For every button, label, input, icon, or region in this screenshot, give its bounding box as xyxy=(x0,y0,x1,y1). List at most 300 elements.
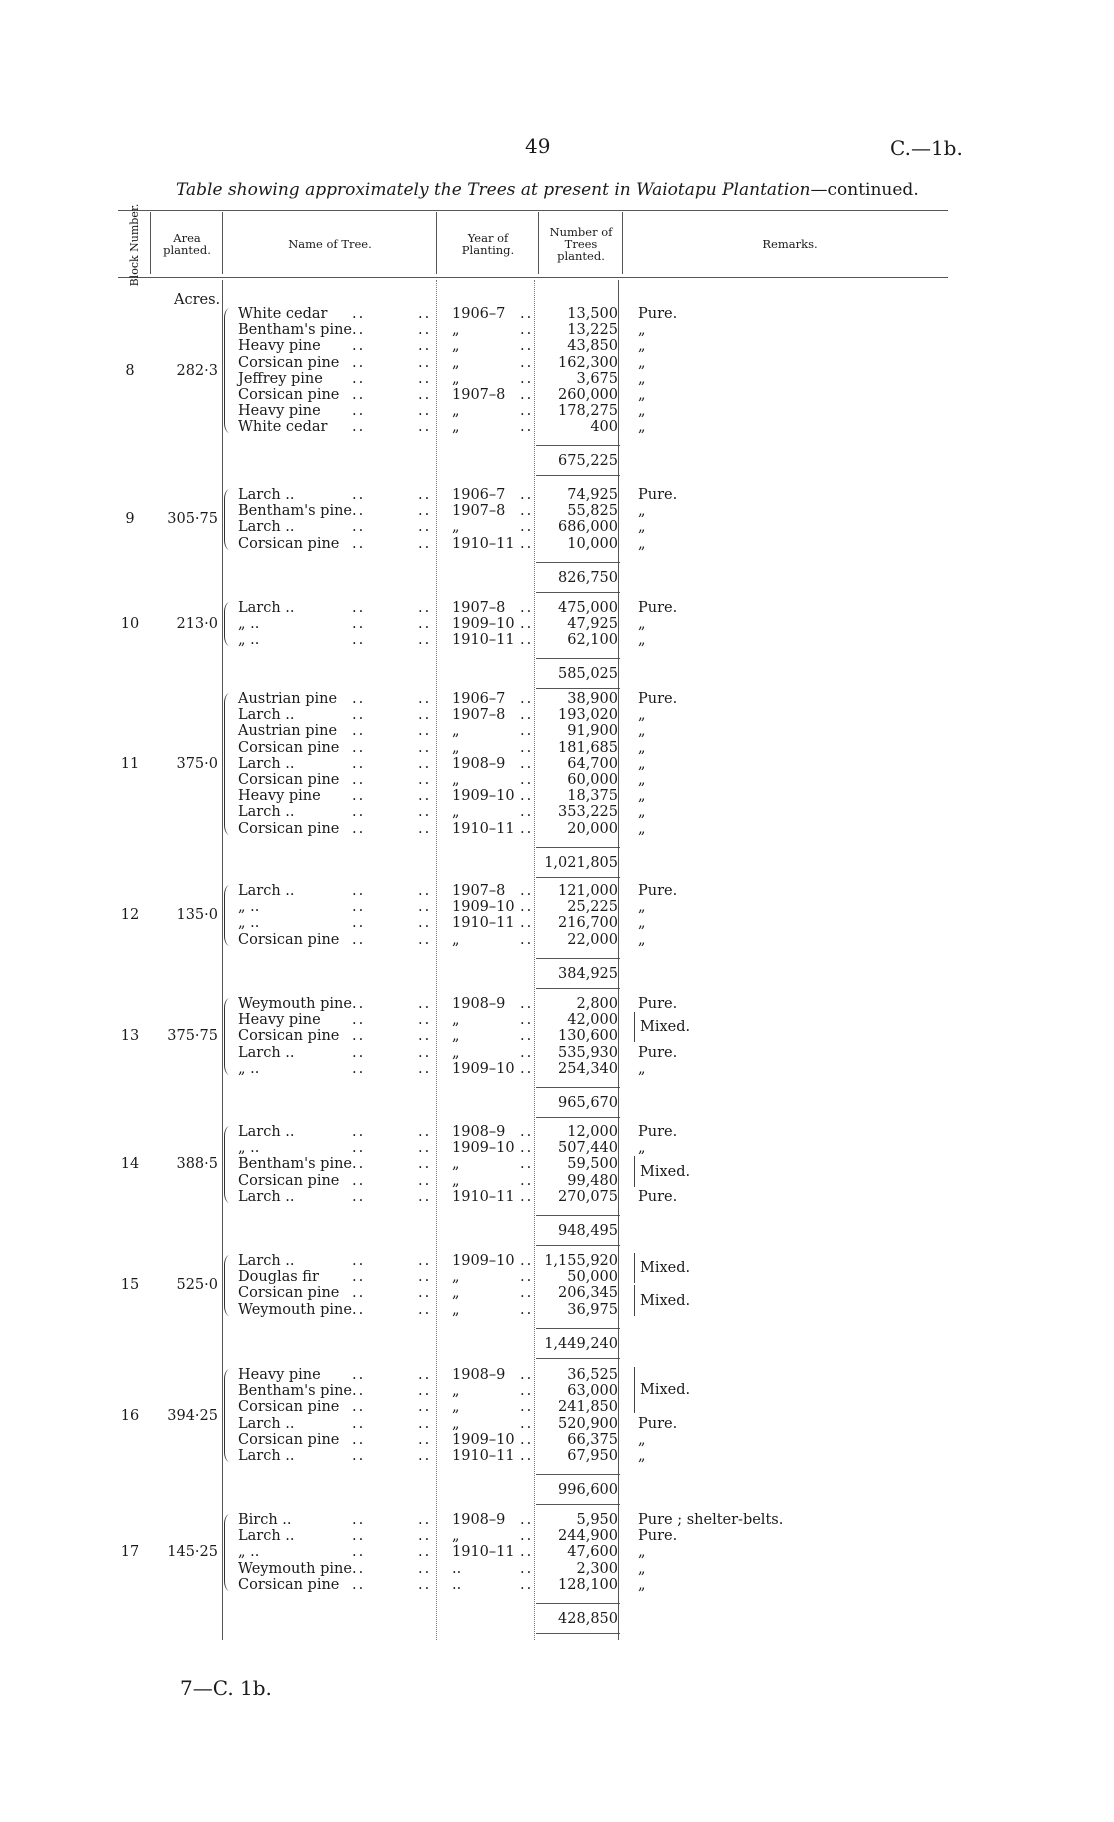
leader-dots: .. xyxy=(418,788,432,805)
leader-dots: .. xyxy=(520,403,534,420)
leader-dots: .. xyxy=(520,487,534,503)
remark: „ xyxy=(638,419,646,436)
remark: Pure ; shelter-belts. xyxy=(638,1512,784,1528)
leader-dots: .. xyxy=(520,306,534,322)
subtotal-rule-bottom xyxy=(536,1245,620,1246)
leader-dots: .. xyxy=(520,1544,534,1561)
table-row xyxy=(0,691,1114,707)
leader-dots: .. xyxy=(520,899,534,916)
table-row xyxy=(0,1173,1114,1189)
planting-year: „ xyxy=(452,1383,460,1400)
subtotal-rule-bottom xyxy=(536,1117,620,1118)
tree-name: Heavy pine xyxy=(238,338,321,355)
leader-dots: .. xyxy=(352,1140,366,1157)
remark: „ xyxy=(638,403,646,420)
leader-dots: .. xyxy=(418,772,432,788)
table-row xyxy=(0,600,1114,616)
leader-dots: .. xyxy=(352,387,366,403)
leader-dots: .. xyxy=(418,1383,432,1400)
leader-dots: .. xyxy=(520,1172,534,1189)
leader-dots: .. xyxy=(418,1140,432,1157)
trees-planted: 59,500 xyxy=(567,1156,618,1173)
block-area: 282·3 xyxy=(176,362,218,379)
block-total: 428,850 xyxy=(558,1610,618,1627)
leader-dots: .. xyxy=(352,820,366,837)
block-number: 12 xyxy=(120,907,140,924)
leader-dots: .. xyxy=(520,370,534,387)
leader-dots: .. xyxy=(352,707,366,724)
leader-dots: .. xyxy=(418,616,432,633)
page-number: 49 xyxy=(525,134,551,158)
tree-name: White cedar xyxy=(238,306,328,322)
leader-dots: .. xyxy=(520,1576,534,1593)
remark: „ xyxy=(638,788,646,805)
trees-planted: 400 xyxy=(590,419,618,436)
trees-planted: 128,100 xyxy=(558,1576,618,1593)
leader-dots: .. xyxy=(352,883,366,899)
remark: „ xyxy=(638,931,646,948)
table-row xyxy=(0,1012,1114,1028)
tree-name: „ .. xyxy=(238,1060,260,1077)
trees-planted: 99,480 xyxy=(567,1172,618,1189)
remark: „ xyxy=(638,519,646,536)
trees-planted: 475,000 xyxy=(558,600,618,616)
subtotal-rule-bottom xyxy=(536,988,620,989)
subtotal-rule-top xyxy=(536,445,620,446)
table-row xyxy=(0,1367,1114,1383)
leader-dots: .. xyxy=(418,1512,432,1528)
subtotal-rule-top xyxy=(536,958,620,959)
table-row xyxy=(0,1269,1114,1285)
leader-dots: .. xyxy=(520,1285,534,1302)
leader-dots: .. xyxy=(352,632,366,649)
planting-year: „ xyxy=(452,519,460,536)
planting-year: 1908–9 xyxy=(452,755,506,772)
trees-planted: 64,700 xyxy=(567,755,618,772)
leader-dots: .. xyxy=(352,1044,366,1061)
table-row xyxy=(0,1448,1114,1464)
leader-dots: .. xyxy=(520,1188,534,1205)
planting-year: „ xyxy=(452,1528,460,1545)
subtotal-rule-top xyxy=(536,847,620,848)
block-area: 213·0 xyxy=(176,616,218,633)
leader-dots: .. xyxy=(520,772,534,788)
tree-name: „ .. xyxy=(238,915,260,932)
block-number: 8 xyxy=(125,362,135,379)
planting-year: 1910–11 xyxy=(452,1188,515,1205)
leader-dots: .. xyxy=(520,1528,534,1545)
leader-dots: .. xyxy=(418,1269,432,1286)
leader-dots: .. xyxy=(418,1060,432,1077)
table-row xyxy=(0,371,1114,387)
table-row xyxy=(0,387,1114,403)
tree-name: Bentham's pine xyxy=(238,322,353,339)
mixed-label: Mixed. xyxy=(640,1382,691,1399)
leader-dots: .. xyxy=(418,632,432,649)
leader-dots: .. xyxy=(520,338,534,355)
tree-name: „ .. xyxy=(238,632,260,649)
leader-dots: .. xyxy=(418,1448,432,1464)
leader-dots: .. xyxy=(352,1028,366,1045)
trees-planted: 181,685 xyxy=(558,739,618,756)
leader-dots: .. xyxy=(520,691,534,707)
tree-name: Corsican pine xyxy=(238,1285,340,1302)
leader-dots: .. xyxy=(418,996,432,1012)
tree-name: Larch .. xyxy=(238,755,295,772)
mixed-brace xyxy=(630,1367,635,1413)
block-area: 375·0 xyxy=(176,755,218,772)
planting-year: 1906–7 xyxy=(452,487,506,503)
remark: „ xyxy=(638,707,646,724)
mixed-label: Mixed. xyxy=(640,1019,691,1036)
table-row xyxy=(0,1061,1114,1077)
tree-name: Larch .. xyxy=(238,1448,295,1464)
block-number: 15 xyxy=(120,1277,140,1294)
mixed-brace xyxy=(630,1253,635,1283)
block-area: 135·0 xyxy=(176,907,218,924)
footer-signature: 7—C. 1b. xyxy=(180,1676,272,1700)
planting-year: „ xyxy=(452,723,460,740)
leader-dots: .. xyxy=(352,306,366,322)
table-row xyxy=(0,1512,1114,1528)
tree-name: Austrian pine xyxy=(238,691,338,707)
planting-year: 1909–10 xyxy=(452,1140,515,1157)
subtotal-rule-bottom xyxy=(536,1633,620,1634)
leader-dots: .. xyxy=(520,535,534,552)
table-row xyxy=(0,1156,1114,1172)
leader-dots: .. xyxy=(418,1156,432,1173)
remark: „ xyxy=(638,1448,646,1464)
tree-name: Austrian pine xyxy=(238,723,338,740)
remark: Pure. xyxy=(638,1528,678,1545)
remark: „ xyxy=(638,1560,646,1577)
tree-name: „ .. xyxy=(238,899,260,916)
trees-planted: 18,375 xyxy=(567,788,618,805)
leader-dots: .. xyxy=(520,354,534,371)
trees-planted: 74,925 xyxy=(567,487,618,503)
table-row xyxy=(0,804,1114,820)
leader-dots: .. xyxy=(520,1060,534,1077)
tree-name: Heavy pine xyxy=(238,403,321,420)
trees-planted: 2,800 xyxy=(576,996,618,1012)
leader-dots: .. xyxy=(418,915,432,932)
tree-name: Bentham's pine xyxy=(238,1156,353,1173)
leader-dots: .. xyxy=(352,931,366,948)
planting-year: „ xyxy=(452,1301,460,1318)
leader-dots: .. xyxy=(352,1383,366,1400)
leader-dots: .. xyxy=(352,739,366,756)
header-divider-2 xyxy=(222,212,223,274)
trees-planted: 1,155,920 xyxy=(544,1253,618,1269)
planting-year: 1908–9 xyxy=(452,1512,506,1528)
remark: „ xyxy=(638,1431,646,1448)
trees-planted: 67,950 xyxy=(567,1448,618,1464)
remark: „ xyxy=(638,370,646,387)
trees-planted: 270,075 xyxy=(558,1188,618,1205)
remark: Pure. xyxy=(638,691,678,707)
leader-dots: .. xyxy=(418,322,432,339)
trees-planted: 13,225 xyxy=(567,322,618,339)
remark: „ xyxy=(638,503,646,520)
table-row xyxy=(0,322,1114,338)
leader-dots: .. xyxy=(352,1269,366,1286)
trees-planted: 535,930 xyxy=(558,1044,618,1061)
trees-planted: 5,950 xyxy=(576,1512,618,1528)
planting-year: 1910–11 xyxy=(452,1544,515,1561)
leader-dots: .. xyxy=(418,1124,432,1140)
leader-dots: .. xyxy=(520,707,534,724)
leader-dots: .. xyxy=(520,632,534,649)
tree-name: Corsican pine xyxy=(238,820,340,837)
planting-year: 1909–10 xyxy=(452,1431,515,1448)
remark: „ xyxy=(638,338,646,355)
block-total: 585,025 xyxy=(558,666,618,683)
trees-planted: 91,900 xyxy=(567,723,618,740)
tree-name: Corsican pine xyxy=(238,772,340,788)
leader-dots: .. xyxy=(418,1431,432,1448)
remark: „ xyxy=(638,1060,646,1077)
table-row xyxy=(0,355,1114,371)
table-row xyxy=(0,1561,1114,1577)
leader-dots: .. xyxy=(418,931,432,948)
table-row xyxy=(0,1045,1114,1061)
leader-dots: .. xyxy=(352,1253,366,1269)
tree-name: „ .. xyxy=(238,1140,260,1157)
header-divider-4 xyxy=(538,212,539,274)
planting-year: 1909–10 xyxy=(452,899,515,916)
block-number: 10 xyxy=(120,616,140,633)
block-number: 14 xyxy=(120,1156,140,1173)
leader-dots: .. xyxy=(352,788,366,805)
remark: Pure. xyxy=(638,600,678,616)
trees-planted: 10,000 xyxy=(567,535,618,552)
trees-planted: 507,440 xyxy=(558,1140,618,1157)
remark: Pure. xyxy=(638,1124,678,1140)
header-divider-5 xyxy=(622,212,623,274)
remark: „ xyxy=(638,739,646,756)
block-area: 394·25 xyxy=(167,1407,218,1424)
table-row xyxy=(0,756,1114,772)
planting-year: 1909–10 xyxy=(452,616,515,633)
trees-planted: 36,975 xyxy=(567,1301,618,1318)
tree-name: Larch .. xyxy=(238,1124,295,1140)
tree-name: Larch .. xyxy=(238,600,295,616)
tree-name: Larch .. xyxy=(238,1044,295,1061)
planting-year: „ xyxy=(452,354,460,371)
leader-dots: .. xyxy=(520,1415,534,1432)
leader-dots: .. xyxy=(520,820,534,837)
planting-year: „ xyxy=(452,338,460,355)
table-row xyxy=(0,403,1114,419)
table-row xyxy=(0,306,1114,322)
col-header-remarks: Remarks. xyxy=(762,237,818,251)
leader-dots: .. xyxy=(418,1285,432,1302)
leader-dots: .. xyxy=(520,1301,534,1318)
block-total: 965,670 xyxy=(558,1094,618,1111)
leader-dots: .. xyxy=(520,804,534,821)
leader-dots: .. xyxy=(520,616,534,633)
col-header-block: Block Number. xyxy=(128,203,141,287)
block-area: 145·25 xyxy=(167,1544,218,1561)
trees-planted: 36,525 xyxy=(567,1367,618,1383)
mixed-brace xyxy=(630,1012,635,1042)
table-row xyxy=(0,1416,1114,1432)
planting-year: 1906–7 xyxy=(452,306,506,322)
tree-name: Corsican pine xyxy=(238,931,340,948)
leader-dots: .. xyxy=(520,1269,534,1286)
remark: „ xyxy=(638,322,646,339)
table-row xyxy=(0,723,1114,739)
table-row xyxy=(0,707,1114,723)
planting-year: „ xyxy=(452,1028,460,1045)
table-row xyxy=(0,419,1114,435)
report-code: C.—1b. xyxy=(890,136,963,160)
table-row xyxy=(0,1302,1114,1318)
tree-name: Douglas fir xyxy=(238,1269,319,1286)
leader-dots: .. xyxy=(352,723,366,740)
trees-planted: 353,225 xyxy=(558,804,618,821)
planting-year: „ xyxy=(452,370,460,387)
leader-dots: .. xyxy=(520,1253,534,1269)
tree-name: Weymouth pine xyxy=(238,1560,352,1577)
planting-year: „ xyxy=(452,1044,460,1061)
remark: „ xyxy=(638,1140,646,1157)
table-row xyxy=(0,616,1114,632)
block-number: 13 xyxy=(120,1028,140,1045)
trees-planted: 38,900 xyxy=(567,691,618,707)
subtotal-rule-top xyxy=(536,1603,620,1604)
tree-name: Corsican pine xyxy=(238,354,340,371)
leader-dots: .. xyxy=(352,915,366,932)
mixed-brace xyxy=(630,1285,635,1315)
leader-dots: .. xyxy=(418,354,432,371)
header-top-rule xyxy=(118,210,948,211)
leader-dots: .. xyxy=(418,1012,432,1029)
leader-dots: .. xyxy=(418,1253,432,1269)
planting-year: „ xyxy=(452,403,460,420)
tree-name: Corsican pine xyxy=(238,1399,340,1416)
tree-name: Heavy pine xyxy=(238,1012,321,1029)
leader-dots: .. xyxy=(352,1285,366,1302)
table-row xyxy=(0,1189,1114,1205)
trees-planted: 12,000 xyxy=(567,1124,618,1140)
planting-year: „ xyxy=(452,1172,460,1189)
planting-year: „ xyxy=(452,419,460,436)
trees-planted: 686,000 xyxy=(558,519,618,536)
leader-dots: .. xyxy=(418,519,432,536)
tree-name: Bentham's pine xyxy=(238,1383,353,1400)
leader-dots: .. xyxy=(418,723,432,740)
leader-dots: .. xyxy=(418,535,432,552)
remark: „ xyxy=(638,899,646,916)
table-row xyxy=(0,996,1114,1012)
tree-name: Corsican pine xyxy=(238,739,340,756)
tree-name: Jeffrey pine xyxy=(238,370,323,387)
tree-name: Bentham's pine xyxy=(238,503,353,520)
mixed-label: Mixed. xyxy=(640,1260,691,1277)
tree-name: Weymouth pine xyxy=(238,996,352,1012)
planting-year: 1907–8 xyxy=(452,600,506,616)
leader-dots: .. xyxy=(418,1367,432,1383)
leader-dots: .. xyxy=(520,600,534,616)
header-divider-3 xyxy=(436,212,437,274)
planting-year: „ xyxy=(452,1399,460,1416)
remark: Pure. xyxy=(638,306,678,322)
tree-name: Corsican pine xyxy=(238,387,340,403)
trees-planted: 3,675 xyxy=(576,370,618,387)
leader-dots: .. xyxy=(520,1012,534,1029)
leader-dots: .. xyxy=(352,616,366,633)
remark: „ xyxy=(638,1544,646,1561)
leader-dots: .. xyxy=(418,370,432,387)
subtotal-rule-bottom xyxy=(536,1504,620,1505)
leader-dots: .. xyxy=(520,1140,534,1157)
table-row xyxy=(0,1399,1114,1415)
leader-dots: .. xyxy=(352,1576,366,1593)
remark: Pure. xyxy=(638,1415,678,1432)
trees-planted: 178,275 xyxy=(558,403,618,420)
leader-dots: .. xyxy=(352,519,366,536)
leader-dots: .. xyxy=(352,419,366,436)
leader-dots: .. xyxy=(352,804,366,821)
table-row xyxy=(0,1028,1114,1044)
leader-dots: .. xyxy=(520,1367,534,1383)
leader-dots: .. xyxy=(352,1528,366,1545)
acres-unit-label: Acres. xyxy=(174,292,221,308)
subtotal-rule-top xyxy=(536,658,620,659)
planting-year: 1910–11 xyxy=(452,820,515,837)
trees-planted: 43,850 xyxy=(567,338,618,355)
tree-name: Larch .. xyxy=(238,1253,295,1269)
block-number: 9 xyxy=(125,511,135,528)
leader-dots: .. xyxy=(352,772,366,788)
table-row xyxy=(0,915,1114,931)
trees-planted: 206,345 xyxy=(558,1285,618,1302)
tree-name: Corsican pine xyxy=(238,1172,340,1189)
planting-year: 1907–8 xyxy=(452,883,506,899)
planting-year: 1907–8 xyxy=(452,707,506,724)
trees-planted: 47,600 xyxy=(567,1544,618,1561)
planting-year: 1908–9 xyxy=(452,1367,506,1383)
subtotal-rule-bottom xyxy=(536,1358,620,1359)
block-total: 1,449,240 xyxy=(544,1335,618,1352)
planting-year: „ xyxy=(452,739,460,756)
planting-year: „ xyxy=(452,804,460,821)
remark: „ xyxy=(638,915,646,932)
planting-year: „ xyxy=(452,1012,460,1029)
trees-planted: 520,900 xyxy=(558,1415,618,1432)
trees-planted: 254,340 xyxy=(558,1060,618,1077)
block-area: 375·75 xyxy=(167,1028,218,1045)
leader-dots: .. xyxy=(520,519,534,536)
trees-planted: 42,000 xyxy=(567,1012,618,1029)
leader-dots: .. xyxy=(418,739,432,756)
subtotal-rule-bottom xyxy=(536,592,620,593)
planting-year: 1908–9 xyxy=(452,996,506,1012)
leader-dots: .. xyxy=(352,1448,366,1464)
leader-dots: .. xyxy=(520,419,534,436)
table-row xyxy=(0,899,1114,915)
leader-dots: .. xyxy=(418,1528,432,1545)
leader-dots: .. xyxy=(352,1188,366,1205)
tree-name: Heavy pine xyxy=(238,1367,321,1383)
leader-dots: .. xyxy=(418,387,432,403)
trees-planted: 13,500 xyxy=(567,306,618,322)
leader-dots: .. xyxy=(352,1301,366,1318)
leader-dots: .. xyxy=(418,755,432,772)
block-total: 996,600 xyxy=(558,1482,618,1498)
table-row xyxy=(0,1383,1114,1399)
